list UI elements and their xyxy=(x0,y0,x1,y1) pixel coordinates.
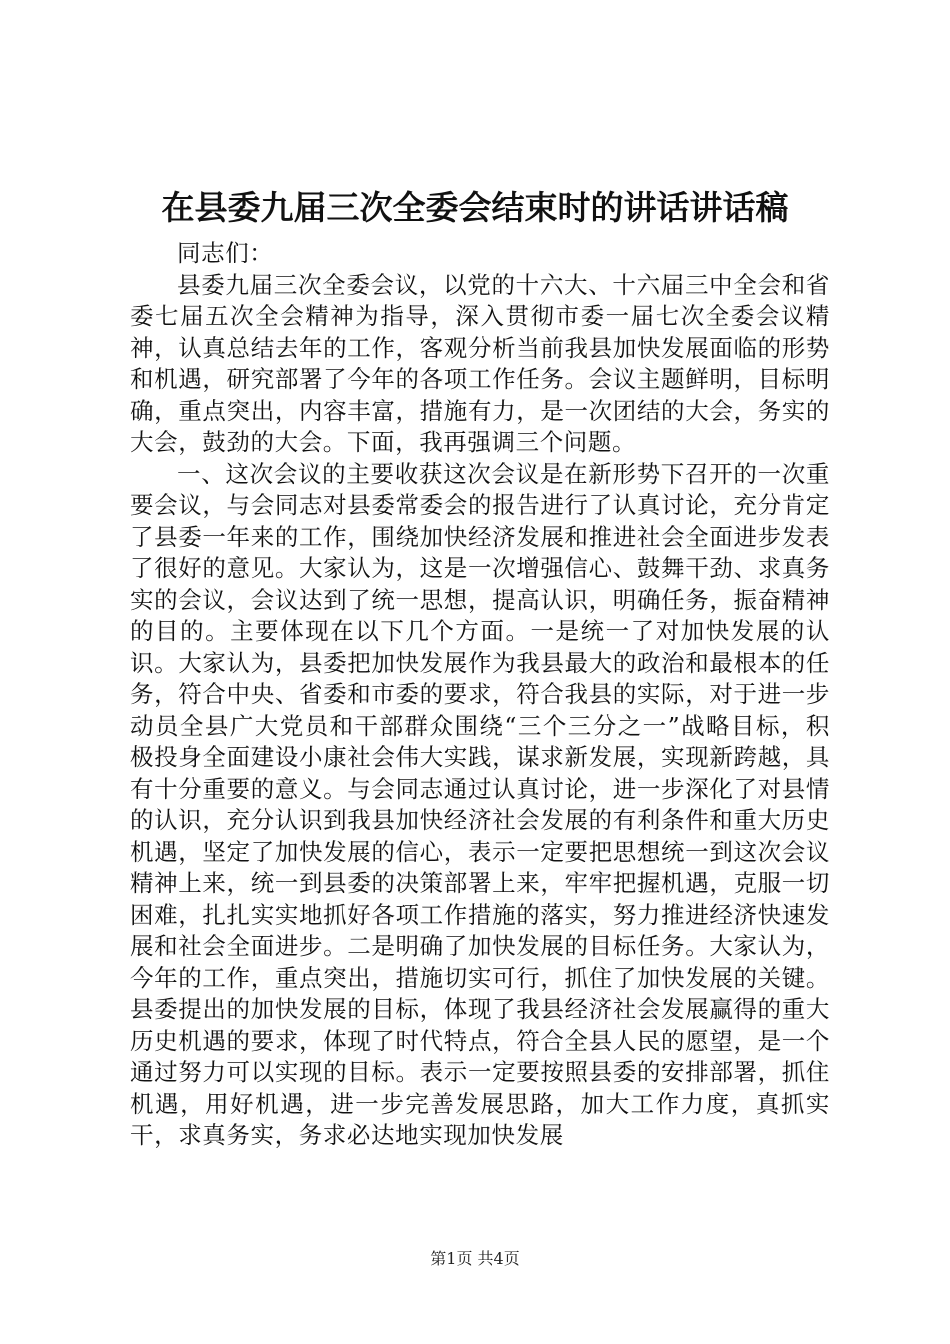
paragraph-section-one: 一、这次会议的主要收获这次会议是在新形势下召开的一次重要会议，与会同志对县委常委会的报告进行了认真讨论，充分肯定了县委一年来的工作，围绕加快经济发展和推进社会全面进步发表了很好的意见。大家认为，这是一次增强信心、鼓舞干劲、求真务实的会议，会议达到了统一思想，提高认识，明确任务，振奋精神的目的。主要体现在以下几个方面。一是统一了对加快发展的认识。大家认为，县委把加快发展作为我县最大的政治和最根本的任务，符合中央、省委和市委的要求，符合我县的实际，对于进一步动员全县广大党员和干部群众围绕“三个三分之一”战略目标，积极投身全面建设小康社会伟大实践，谋求新发展，实现新跨越，具有十分重要的意义。与会同志通过认真讨论，进一步深化了对县情的认识，充分认识到我县加快经济社会发展的有利条件和重大历史机遇，坚定了加快发展的信心，表示一定要把思想统一到这次会议精神上来，统一到县委的决策部署上来，牢牢把握机遇，克服一切困难，扎扎实实地抓好各项工作措施的落实，努力推进经济快速发展和社会全面进步。二是明确了加快发展的目标任务。大家认为，今年的工作，重点突出，措施切实可行，抓住了加快发展的关键。县委提出的加快发展的目标，体现了我县经济社会发展赢得的重大历史机遇的要求，体现了时代特点，符合全县人民的愿望，是一个通过努力可以实现的目标。表示一定要按照县委的安排部署，抓住机遇，用好机遇，进一步完善发展思路，加大工作力度，真抓实干，求真务实，务求必达地实现加快发展 xyxy=(130,459,830,1149)
document-body xyxy=(130,238,830,1152)
salutation: 同志们： xyxy=(177,239,274,267)
document-title: 在县委九届三次全委会结束时的讲话讲话稿 xyxy=(161,188,789,227)
page-number-footer: 第1页 共4页 xyxy=(430,1249,520,1268)
paragraph-intro: 县委九届三次全委会议，以党的十六大、十六届三中全会和省委七届五次全会精神为指导，深入贯彻市委一届七次全委会议精神，认真总结去年的工作，客观分析当前我县加快发展面临的形势和机遇，研究部署了今年的各项工作任务。会议主题鲜明，目标明确，重点突出，内容丰富，措施有力，是一次团结的大会，务实的大会，鼓劲的大会。下面，我再强调三个问题。 xyxy=(130,270,830,456)
